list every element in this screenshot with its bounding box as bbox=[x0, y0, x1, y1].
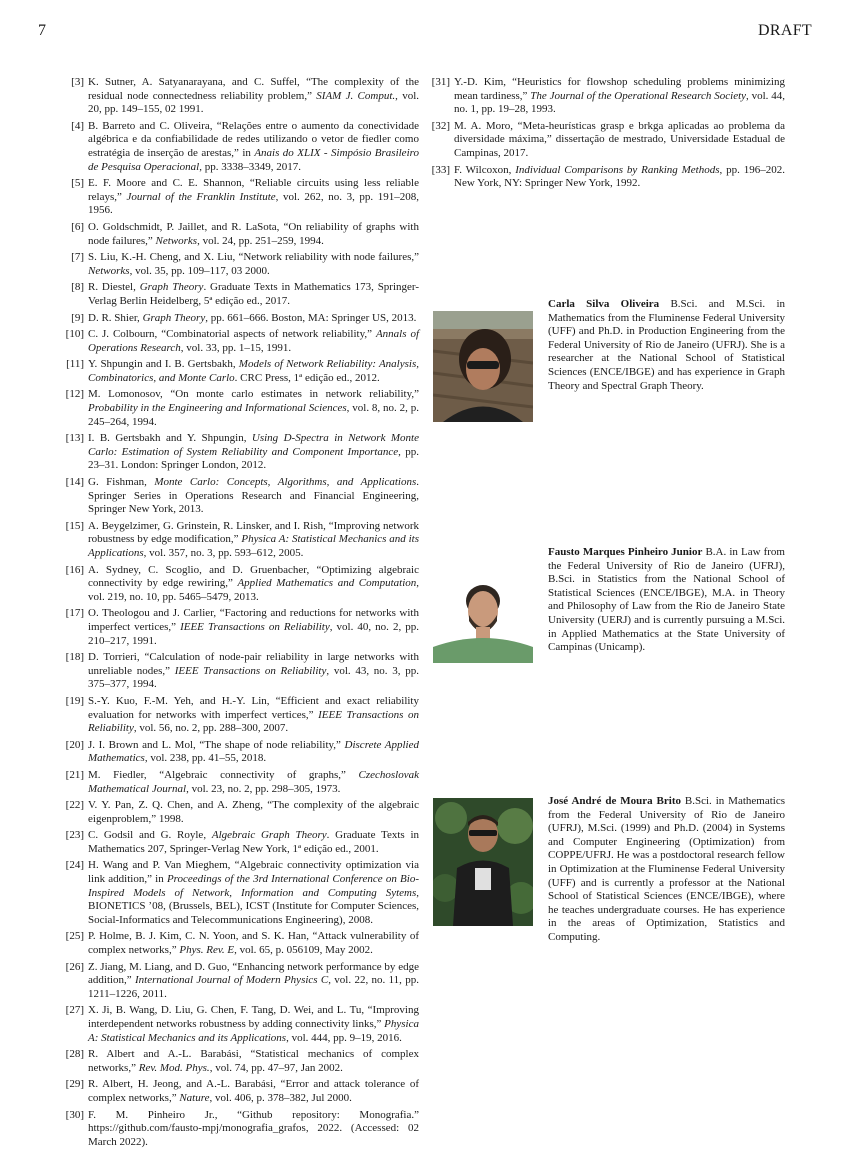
reference-number: [ 29 ] bbox=[60, 1078, 84, 1092]
reference-item bbox=[64, 859, 419, 927]
reference-text: O. Goldschmidt, P. Jaillet, and R. LaSota, “On reliability of graphs with node failures,” Networks, vol. 24, pp. 251–259, 1994. bbox=[88, 220, 419, 247]
reference-number: [ 31 ] bbox=[426, 76, 450, 90]
reference-text: O. Theologou and J. Carlier, “Factoring and reductions for networks with imperfect vertices,” IEEE Transactions on Reliability, vol. 40, no. 2, pp. 210–217, 1991. bbox=[88, 607, 420, 647]
reference-number: [ 19 ] bbox=[60, 695, 84, 709]
reference-item bbox=[430, 164, 785, 191]
reference-text: Z. Jiang, M. Liang, and D. Guo, “Enhancing network performance by edge addition,” International Journal of Modern Physics C, vol. 22, no. 11, pp. 1211–1226, 2011. bbox=[88, 960, 420, 1000]
reference-number: [ 15 ] bbox=[60, 520, 84, 534]
reference-text: S. Liu, K.-H. Cheng, and X. Liu, “Network reliability with node failures,” Networks, vol. 35, pp. 109–117, 03 2000. bbox=[88, 251, 419, 277]
references-right-column bbox=[430, 76, 785, 194]
reference-text: P. Holme, B. J. Kim, C. N. Yoon, and S. K. Han, “Attack vulnerability of complex networks,” Phys. Rev. E, vol. 65, p. 056109, May 2002. bbox=[88, 930, 419, 957]
author-name-2: Fausto Marques Pinheiro Junior bbox=[548, 546, 703, 558]
author-photo-2-image bbox=[433, 577, 533, 663]
reference-text: F. Wilcoxon, Individual Comparisons by Ranking Methods, pp. 196–202. New York, NY: Springer New York, 1992. bbox=[454, 163, 785, 190]
author-photo-1-image bbox=[433, 311, 533, 422]
reference-item bbox=[64, 358, 419, 385]
reference-text: D. Torrieri, “Calculation of node-pair reliability in large networks with unreliable nodes,” IEEE Transactions on Reliability, vol. 43, no. 3, pp. 375–377, 1994. bbox=[88, 651, 419, 691]
reference-number: [ 13 ] bbox=[60, 432, 84, 446]
reference-text: M. Fiedler, “Algebraic connectivity of graphs,” Czechoslovak Mathematical Journal, vol. 23, no. 2, pp. 298–305, 1973. bbox=[88, 768, 419, 795]
reference-number: [ 25 ] bbox=[60, 930, 84, 944]
reference-item bbox=[64, 476, 419, 517]
author-name-3: José André de Moura Brito bbox=[548, 795, 681, 807]
reference-item bbox=[64, 651, 419, 692]
references-left-column bbox=[64, 76, 419, 1152]
reference-text: R. Albert and A.-L. Barabási, “Statistical mechanics of complex networks,” Rev. Mod. Phys., vol. 74, pp. 47–97, Jan 2002. bbox=[88, 1048, 419, 1074]
reference-text: M. Lomonosov, “On monte carlo estimates in network reliability,” Probability in the Engineering and Informational Sciences, vol. 8, no. 2, p. 245–264, 1994. bbox=[88, 388, 419, 428]
reference-text: G. Fishman, Monte Carlo: Concepts, Algorithms, and Applications. Springer Series in Operations Research and Financial Engineering, Springer New York, 2013. bbox=[88, 476, 420, 516]
reference-text: I. B. Gertsbakh and Y. Shpungin, Using D-Spectra in Network Monte Carlo: Estimation of System Reliability and Component Importance, pp. 23–31. London: Springer London, 2012. bbox=[88, 432, 420, 472]
reference-text: E. F. Moore and C. E. Shannon, “Reliable circuits using less reliable relays,” Journal of the Franklin Institute, vol. 262, no. 3, pp. 191–208, 1956. bbox=[88, 177, 420, 217]
reference-number: [ 3 ] bbox=[60, 76, 84, 90]
author-bio-3-text bbox=[548, 795, 785, 945]
reference-text: A. Beygelzimer, G. Grinstein, R. Linsker, and I. Rish, “Improving network robustness by edge modification,” Physica A: Statistical Mechanics and its Applications, vol. 357, no. 3, pp. 593–612, 2005. bbox=[88, 519, 419, 559]
reference-item bbox=[64, 739, 419, 766]
reference-number: [ 28 ] bbox=[60, 1048, 84, 1062]
reference-text: Y. Shpungin and I. B. Gertsbakh, Models of Network Reliability: Analysis, Combinatorics, and Monte Carlo. CRC Press, 1ª edição ed., 2012. bbox=[88, 358, 419, 384]
reference-item bbox=[64, 251, 419, 278]
author-bio-1-text bbox=[548, 298, 785, 393]
reference-text: A. Sydney, C. Scoglio, and D. Gruenbacher, “Optimizing algebraic connectivity by edge rewiring,” Applied Mathematics and Computation, vol. 219, no. 10, pp. 5465–5479, 2013. bbox=[88, 563, 419, 603]
author-description-3: B.Sci. in Mathematics from the Federal University of Rio de Janeiro (UFRJ), M.Sci. (1999) and Ph.D. (2004) in Systems and Computer Engineering (Optimization) from COPPE/UFRJ. He was a postdoctoral research fellow in Optimization at the Fluminense Federal University (UFF) and is currently a professor at the National School of Statistical Sciences (ENCE/IBGE), where he teaches undergraduate courses. He has experience in the areas of Optimization, Statistics and Computing. bbox=[548, 795, 785, 943]
reference-number: [ 6 ] bbox=[60, 221, 84, 235]
reference-item bbox=[430, 76, 785, 117]
reference-text: K. Sutner, A. Satyanarayana, and C. Suffel, “The complexity of the residual node connectedness reliability problem,” SIAM J. Comput., vol. 20, pp. 149–155, 02 1991. bbox=[88, 76, 419, 116]
author-description-1: B.Sci. and M.Sci. in Mathematics from the Fluminense Federal University (UFF) and Ph.D. in Production Engineering from the Federal University of Rio de Janeiro (UFRJ). She is a researcher at the National School of Statistical Sciences (ENCE/IBGE) and has experience in Graph Theory and Spectral Graph Theory. bbox=[548, 298, 786, 392]
reference-item bbox=[64, 388, 419, 429]
author-bio-2-text bbox=[548, 546, 785, 655]
author-photo-3 bbox=[433, 798, 533, 926]
reference-text: Y.-D. Kim, “Heuristics for flowshop scheduling problems minimizing mean tardiness,” The Journal of the Operational Research Society, vol. 44, no. 1, pp. 19–28, 1993. bbox=[454, 76, 785, 116]
reference-number: [ 10 ] bbox=[60, 328, 84, 342]
reference-number: [ 32 ] bbox=[426, 120, 450, 134]
reference-number: [ 11 ] bbox=[60, 358, 84, 372]
reference-item bbox=[64, 961, 419, 1002]
reference-item bbox=[64, 1109, 419, 1150]
reference-text: M. A. Moro, “Meta-heurísticas grasp e brkga aplicadas ao problema da diversidade máxima,” dissertação de mestrado, Universidade Estadual de Campinas, 2017. bbox=[454, 119, 785, 159]
reference-number: [ 23 ] bbox=[60, 829, 84, 843]
reference-item bbox=[64, 432, 419, 473]
reference-item bbox=[64, 120, 419, 174]
reference-number: [ 22 ] bbox=[60, 799, 84, 813]
reference-item bbox=[64, 695, 419, 736]
reference-item bbox=[64, 221, 419, 248]
reference-text: S.-Y. Kuo, F.-M. Yeh, and H.-Y. Lin, “Efficient and exact reliability evaluation for networks with imperfect vertices,” IEEE Transactions on Reliability, vol. 56, no. 2, pp. 288–300, 2007. bbox=[88, 694, 419, 735]
reference-item bbox=[64, 1004, 419, 1045]
reference-text: D. R. Shier, Graph Theory, pp. 661–666. Boston, MA: Springer US, 2013. bbox=[88, 311, 417, 324]
reference-number: [ 27 ] bbox=[60, 1004, 84, 1018]
reference-item bbox=[64, 607, 419, 648]
reference-item bbox=[64, 829, 419, 856]
reference-number: [ 12 ] bbox=[60, 388, 84, 402]
reference-item bbox=[64, 1078, 419, 1105]
reference-item bbox=[64, 930, 419, 957]
reference-number: [ 4 ] bbox=[60, 120, 84, 134]
reference-number: [ 26 ] bbox=[60, 961, 84, 975]
reference-number: [ 7 ] bbox=[60, 251, 84, 265]
reference-text: J. I. Brown and L. Mol, “The shape of node reliability,” Discrete Applied Mathematics, vol. 238, pp. 41–55, 2018. bbox=[88, 738, 419, 765]
reference-number: [ 16 ] bbox=[60, 564, 84, 578]
reference-item bbox=[64, 564, 419, 605]
reference-number: [ 17 ] bbox=[60, 607, 84, 621]
author-photo-1 bbox=[433, 311, 533, 422]
reference-item bbox=[64, 312, 419, 326]
reference-text: R. Albert, H. Jeong, and A.-L. Barabási, “Error and attack tolerance of complex networks,” Nature, vol. 406, p. 378–382, Jul 2000. bbox=[88, 1078, 419, 1104]
reference-number: [ 18 ] bbox=[60, 651, 84, 665]
reference-text: B. Barreto and C. Oliveira, “Relações entre o aumento da conectividade algébrica e da confiabilidade de redes utilizando o vetor de fiedler como estratégia de inserção de arestas,” in Anais do XLIX - Simpósio Brasileiro de Pesquisa Operacional, pp. 3338–3349, 2017. bbox=[88, 119, 419, 173]
author-photo-2 bbox=[433, 577, 533, 663]
author-name-1: Carla Silva Oliveira bbox=[548, 298, 660, 310]
reference-item bbox=[64, 281, 419, 308]
reference-text: C. J. Colbourn, “Combinatorial aspects of network reliability,” Annals of Operations Research, vol. 33, pp. 1–15, 1991. bbox=[88, 328, 419, 354]
reference-item bbox=[64, 1048, 419, 1075]
reference-item bbox=[64, 769, 419, 796]
reference-text: X. Ji, B. Wang, D. Liu, G. Chen, F. Tang, D. Wei, and L. Tu, “Improving interdependent networks robustness by adding connectivity links,” Physica A: Statistical Mechanics and its Applications, vol. 444, pp. 9–19, 2016. bbox=[88, 1004, 419, 1044]
reference-number: [ 21 ] bbox=[60, 769, 84, 783]
reference-item bbox=[64, 520, 419, 561]
reference-text: R. Diestel, Graph Theory. Graduate Texts in Mathematics 173, Springer-Verlag Berlin Heidelberg, 5ª edição ed., 2017. bbox=[88, 281, 420, 307]
page-number: 7 bbox=[38, 22, 46, 39]
reference-number: [ 30 ] bbox=[60, 1109, 84, 1123]
draft-label: DRAFT bbox=[758, 22, 812, 39]
reference-item bbox=[64, 799, 419, 826]
reference-number: [ 24 ] bbox=[60, 859, 84, 873]
author-bio-2 bbox=[433, 546, 785, 655]
author-bio-1 bbox=[433, 298, 785, 393]
reference-number: [ 5 ] bbox=[60, 177, 84, 191]
reference-item bbox=[430, 120, 785, 161]
author-description-2: B.A. in Law from the Federal University of Rio de Janeiro (UFRJ), B.Sci. in Statistics from the National School of Statistical Sciences (ENCE/IBGE), M.A. in Theory and Philosophy of Law from the Rio de Janeiro State University (UERJ) and is currently pursuing a M.Sci. in Applied Mathematics at the State University of Campinas (Unicamp). bbox=[548, 546, 785, 654]
reference-text: V. Y. Pan, Z. Q. Chen, and A. Zheng, “The complexity of the algebraic eigenproblem,” 1998. bbox=[88, 799, 419, 825]
author-photo-3-image bbox=[433, 798, 533, 926]
reference-text: F. M. Pinheiro Jr., “Github repository: Monografia.” https://github.com/fausto-mpj/monografia_grafos, 2022. (Accessed: 02 March 2022). bbox=[88, 1108, 419, 1148]
reference-number: [ 9 ] bbox=[60, 312, 84, 326]
reference-text: C. Godsil and G. Royle, Algebraic Graph Theory. Graduate Texts in Mathematics 207, Springer-Verlag New York, 1ª edição ed., 2001. bbox=[88, 829, 420, 855]
author-bio-3 bbox=[433, 795, 785, 945]
reference-number: [ 8 ] bbox=[60, 281, 84, 295]
reference-text: H. Wang and P. Van Mieghem, “Algebraic connectivity optimization via link addition,” in Proceedings of the 3rd International Conference on Bio-Inspired Models of Network, Information and Computing Sytems, BIONETICS ’08, (Brussels, BEL), ICST (Institute for Computer Sciences, Social-Informatics and Telecommunications Engineering), 2008. bbox=[88, 859, 419, 926]
reference-item bbox=[64, 76, 419, 117]
reference-number: [ 14 ] bbox=[60, 476, 84, 490]
reference-number: [ 33 ] bbox=[426, 164, 450, 178]
reference-item bbox=[64, 328, 419, 355]
reference-item bbox=[64, 177, 419, 218]
reference-number: [ 20 ] bbox=[60, 739, 84, 753]
